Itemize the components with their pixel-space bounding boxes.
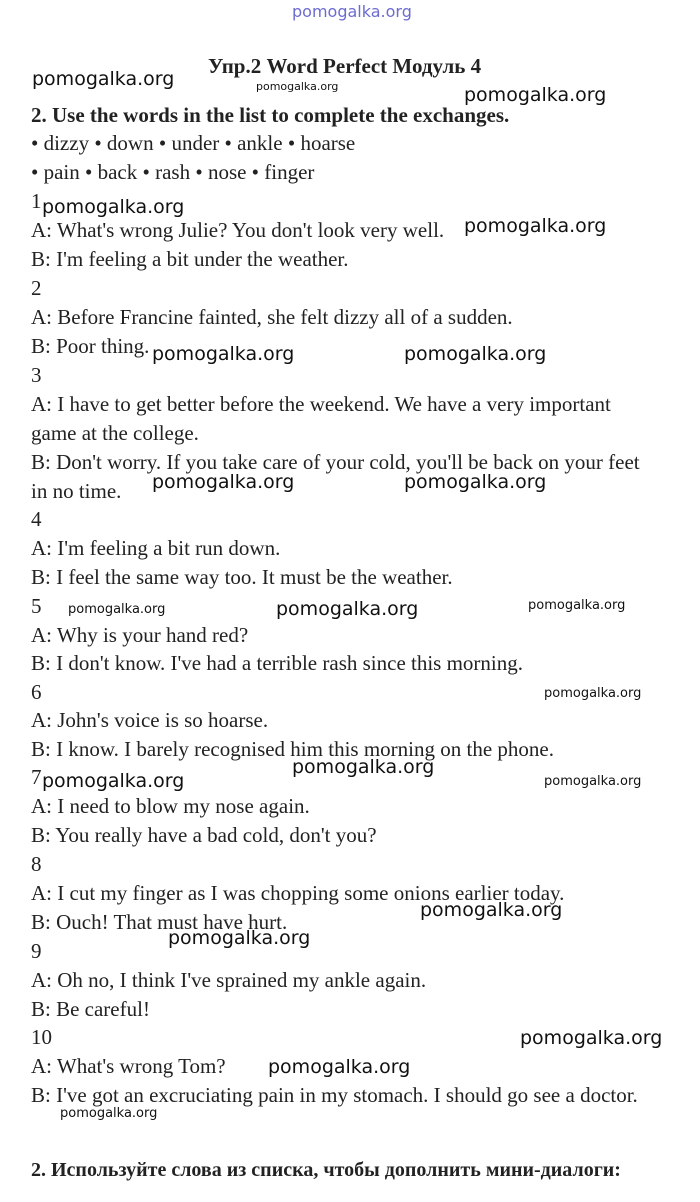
watermark: pomogalka.org xyxy=(68,602,166,617)
exchange-line-a: A: What's wrong Julie? You don't look very well. xyxy=(31,218,445,242)
word-list-line-2: • pain • back • rash • nose • finger xyxy=(31,160,315,184)
word-list-line-1: • dizzy • down • under • ankle • hoarse xyxy=(31,131,356,155)
watermark: pomogalka.org xyxy=(152,471,295,493)
watermark: pomogalka.org xyxy=(528,598,626,613)
watermark: pomogalka.org xyxy=(520,1027,663,1049)
exchange-number: 4 xyxy=(31,507,42,531)
watermark: pomogalka.org xyxy=(404,471,547,493)
exchange-line-a: A: I need to blow my nose again. xyxy=(31,794,310,818)
watermark: pomogalka.org xyxy=(544,774,642,789)
exchange-number: 8 xyxy=(31,852,42,876)
exchange-number: 2 xyxy=(31,276,42,300)
watermark: pomogalka.org xyxy=(404,343,547,365)
watermark: pomogalka.org xyxy=(152,343,295,365)
exchange-line-b: B: I know. I barely recognised him this morning on the phone. xyxy=(31,737,554,761)
exchange-line-b: B: Don't worry. If you take care of your cold, you'll be back on your feet xyxy=(31,450,640,474)
watermark: pomogalka.org xyxy=(168,927,311,949)
exchange-line-b-cont: in no time. xyxy=(31,479,122,503)
exchange-number: 6 xyxy=(31,680,42,704)
exchange-line-b: B: I don't know. I've had a terrible rash since this morning. xyxy=(31,651,524,675)
exchange-line-a-cont: game at the college. xyxy=(31,421,199,445)
watermark: pomogalka.org xyxy=(60,1106,158,1121)
exchange-number: 5 xyxy=(31,594,42,618)
watermark: pomogalka.org xyxy=(42,770,185,792)
watermark: pomogalka.org xyxy=(464,84,607,106)
task-instruction: 2. Use the words in the list to complete the exchanges. xyxy=(31,103,510,127)
watermark: pomogalka.org xyxy=(256,80,339,93)
watermark-top: pomogalka.org xyxy=(292,2,412,21)
exchange-number: 3 xyxy=(31,363,42,387)
watermark: pomogalka.org xyxy=(544,686,642,701)
exchange-line-a: A: John's voice is so hoarse. xyxy=(31,708,269,732)
watermark: pomogalka.org xyxy=(464,215,607,237)
exchange-line-a: A: I'm feeling a bit run down. xyxy=(31,536,281,560)
watermark: pomogalka.org xyxy=(32,68,175,90)
watermark: pomogalka.org xyxy=(268,1056,411,1078)
exchange-line-a: A: I have to get better before the weekend. We have a very important xyxy=(31,392,611,416)
exchange-line-a: A: I cut my finger as I was chopping some onions earlier today. xyxy=(31,881,565,905)
exchange-line-b: B: I feel the same way too. It must be the weather. xyxy=(31,565,453,589)
watermark: pomogalka.org xyxy=(420,899,563,921)
exchange-line-b: B: I've got an excruciating pain in my stomach. I should go see a doctor. xyxy=(31,1083,638,1107)
exchange-line-b: B: Poor thing. xyxy=(31,334,150,358)
exchange-number: 9 xyxy=(31,939,42,963)
watermark: pomogalka.org xyxy=(42,196,185,218)
exchange-line-b: B: Be careful! xyxy=(31,997,150,1021)
page-title: Упр.2 Word Perfect Модуль 4 xyxy=(208,54,482,78)
exchange-line-a: A: Oh no, I think I've sprained my ankle again. xyxy=(31,968,427,992)
exchange-line-b: B: You really have a bad cold, don't you? xyxy=(31,823,377,847)
exchange-line-a: A: What's wrong Tom? xyxy=(31,1054,226,1078)
watermark: pomogalka.org xyxy=(292,756,435,778)
exchange-number: 10 xyxy=(31,1025,52,1049)
exchange-line-a: A: Why is your hand red? xyxy=(31,623,249,647)
exchange-line-b: B: Ouch! That must have hurt. xyxy=(31,910,288,934)
exchange-line-b: B: I'm feeling a bit under the weather. xyxy=(31,247,349,271)
watermark: pomogalka.org xyxy=(276,598,419,620)
russian-instruction: 2. Используйте слова из списка, чтобы дополнить мини-диалоги: xyxy=(31,1159,621,1181)
exchange-number: 1 xyxy=(31,189,42,213)
exchange-number: 7 xyxy=(31,765,42,789)
exchange-line-a: A: Before Francine fainted, she felt dizzy all of a sudden. xyxy=(31,305,513,329)
